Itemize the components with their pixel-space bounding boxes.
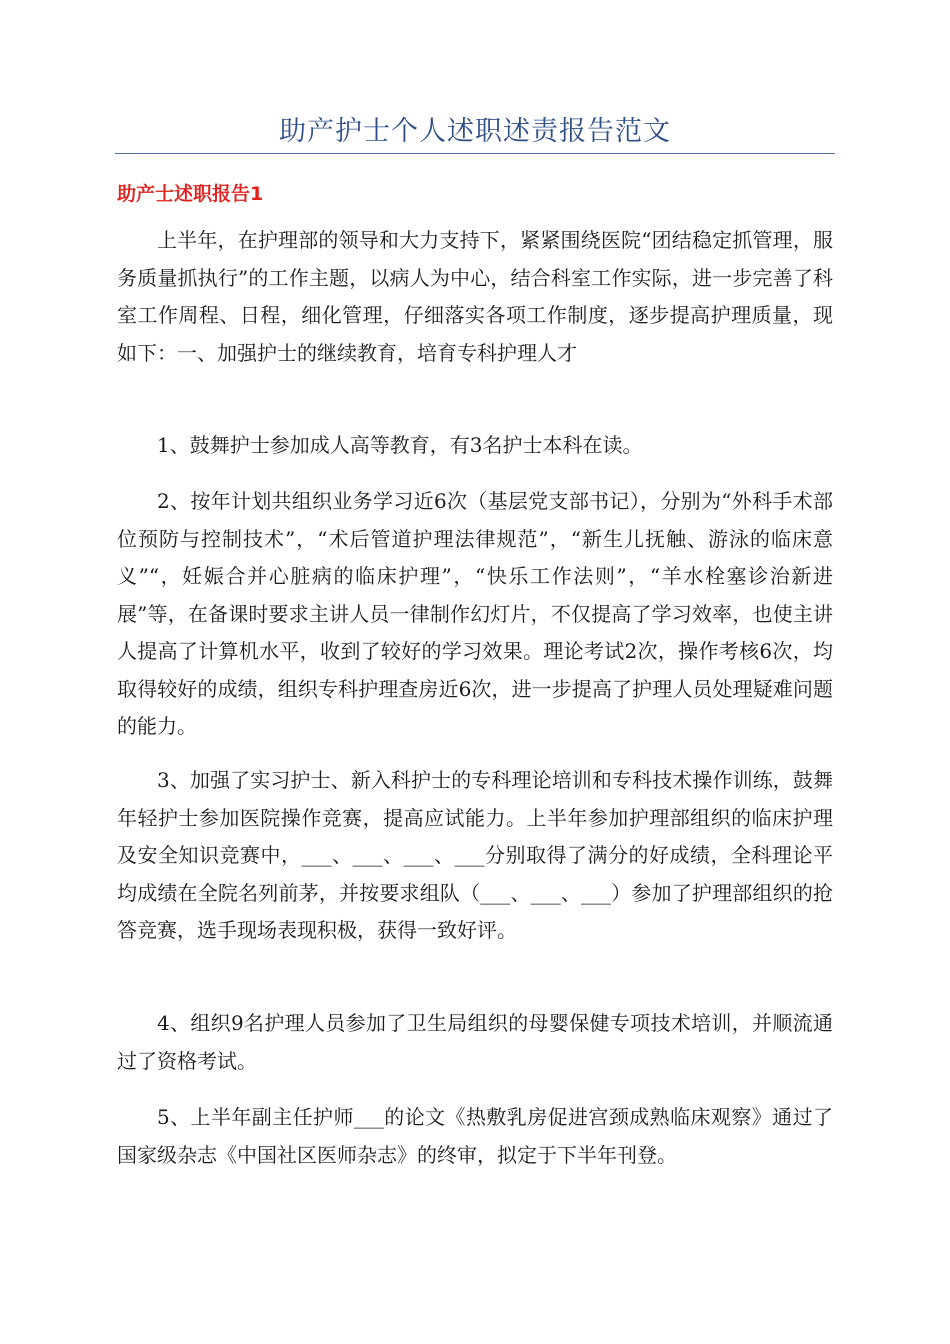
paragraph-item-1: 1、鼓舞护士参加成人高等教育，有3名护士本科在读。	[157, 433, 643, 457]
section-heading: 助产士述职报告1	[117, 183, 264, 205]
paragraph-item-5: 5、上半年副主任护师___的论文《热敷乳房促进宫颈成熟临床观察》通过了国家级杂志《中国社区医师杂志》的终审，拟定于下半年刊登。	[117, 1105, 833, 1167]
document-title: 助产护士个人述职述责报告范文	[279, 116, 671, 147]
paragraph-item-3: 3、加强了实习护士、新入科护士的专科理论培训和专科技术操作训练，鼓舞年轻护士参加医院操作竞赛，提高应试能力。上半年参加护理部组织的临床护理及安全知识竞赛中，___、___、___、___分别取得了满分的好成绩，全科理论平均成绩在全院名列前茅，并按要求组队（___、___、___）参加了护理部组织的抢答竞赛，选手现场表现积极，获得一致好评。	[117, 768, 833, 942]
paragraph-item-2: 2、按年计划共组织业务学习近6次（基层党支部书记），分别为“外科手术部位预防与控制技术”，“术后管道护理法律规范”，“新生儿抚触、游泳的临床意义”“，妊娠合并心脏病的临床护理”，“快乐工作法则”，“羊水栓塞诊治新进展”等，在备课时要求主讲人员一律制作幻灯片，不仅提高了学习效率，也使主讲人提高了计算机水平，收到了较好的学习效果。理论考试2次，操作考核6次，均取得较好的成绩，组织专科护理查房近6次，进一步提高了护理人员处理疑难问题的能力。	[117, 489, 833, 738]
paragraph-item-4: 4、组织9名护理人员参加了卫生局组织的母婴保健专项技术培训，并顺流通过了资格考试。	[117, 1011, 833, 1073]
title-divider	[115, 153, 835, 154]
paragraph-intro: 上半年，在护理部的领导和大力支持下，紧紧围绕医院“团结稳定抓管理，服务质量抓执行”的工作主题，以病人为中心，结合科室工作实际，进一步完善了科室工作周程、日程，细化管理，仔细落实各项工作制度，逐步提高护理质量，现如下：一、加强护士的继续教育，培育专科护理人才	[117, 228, 833, 365]
